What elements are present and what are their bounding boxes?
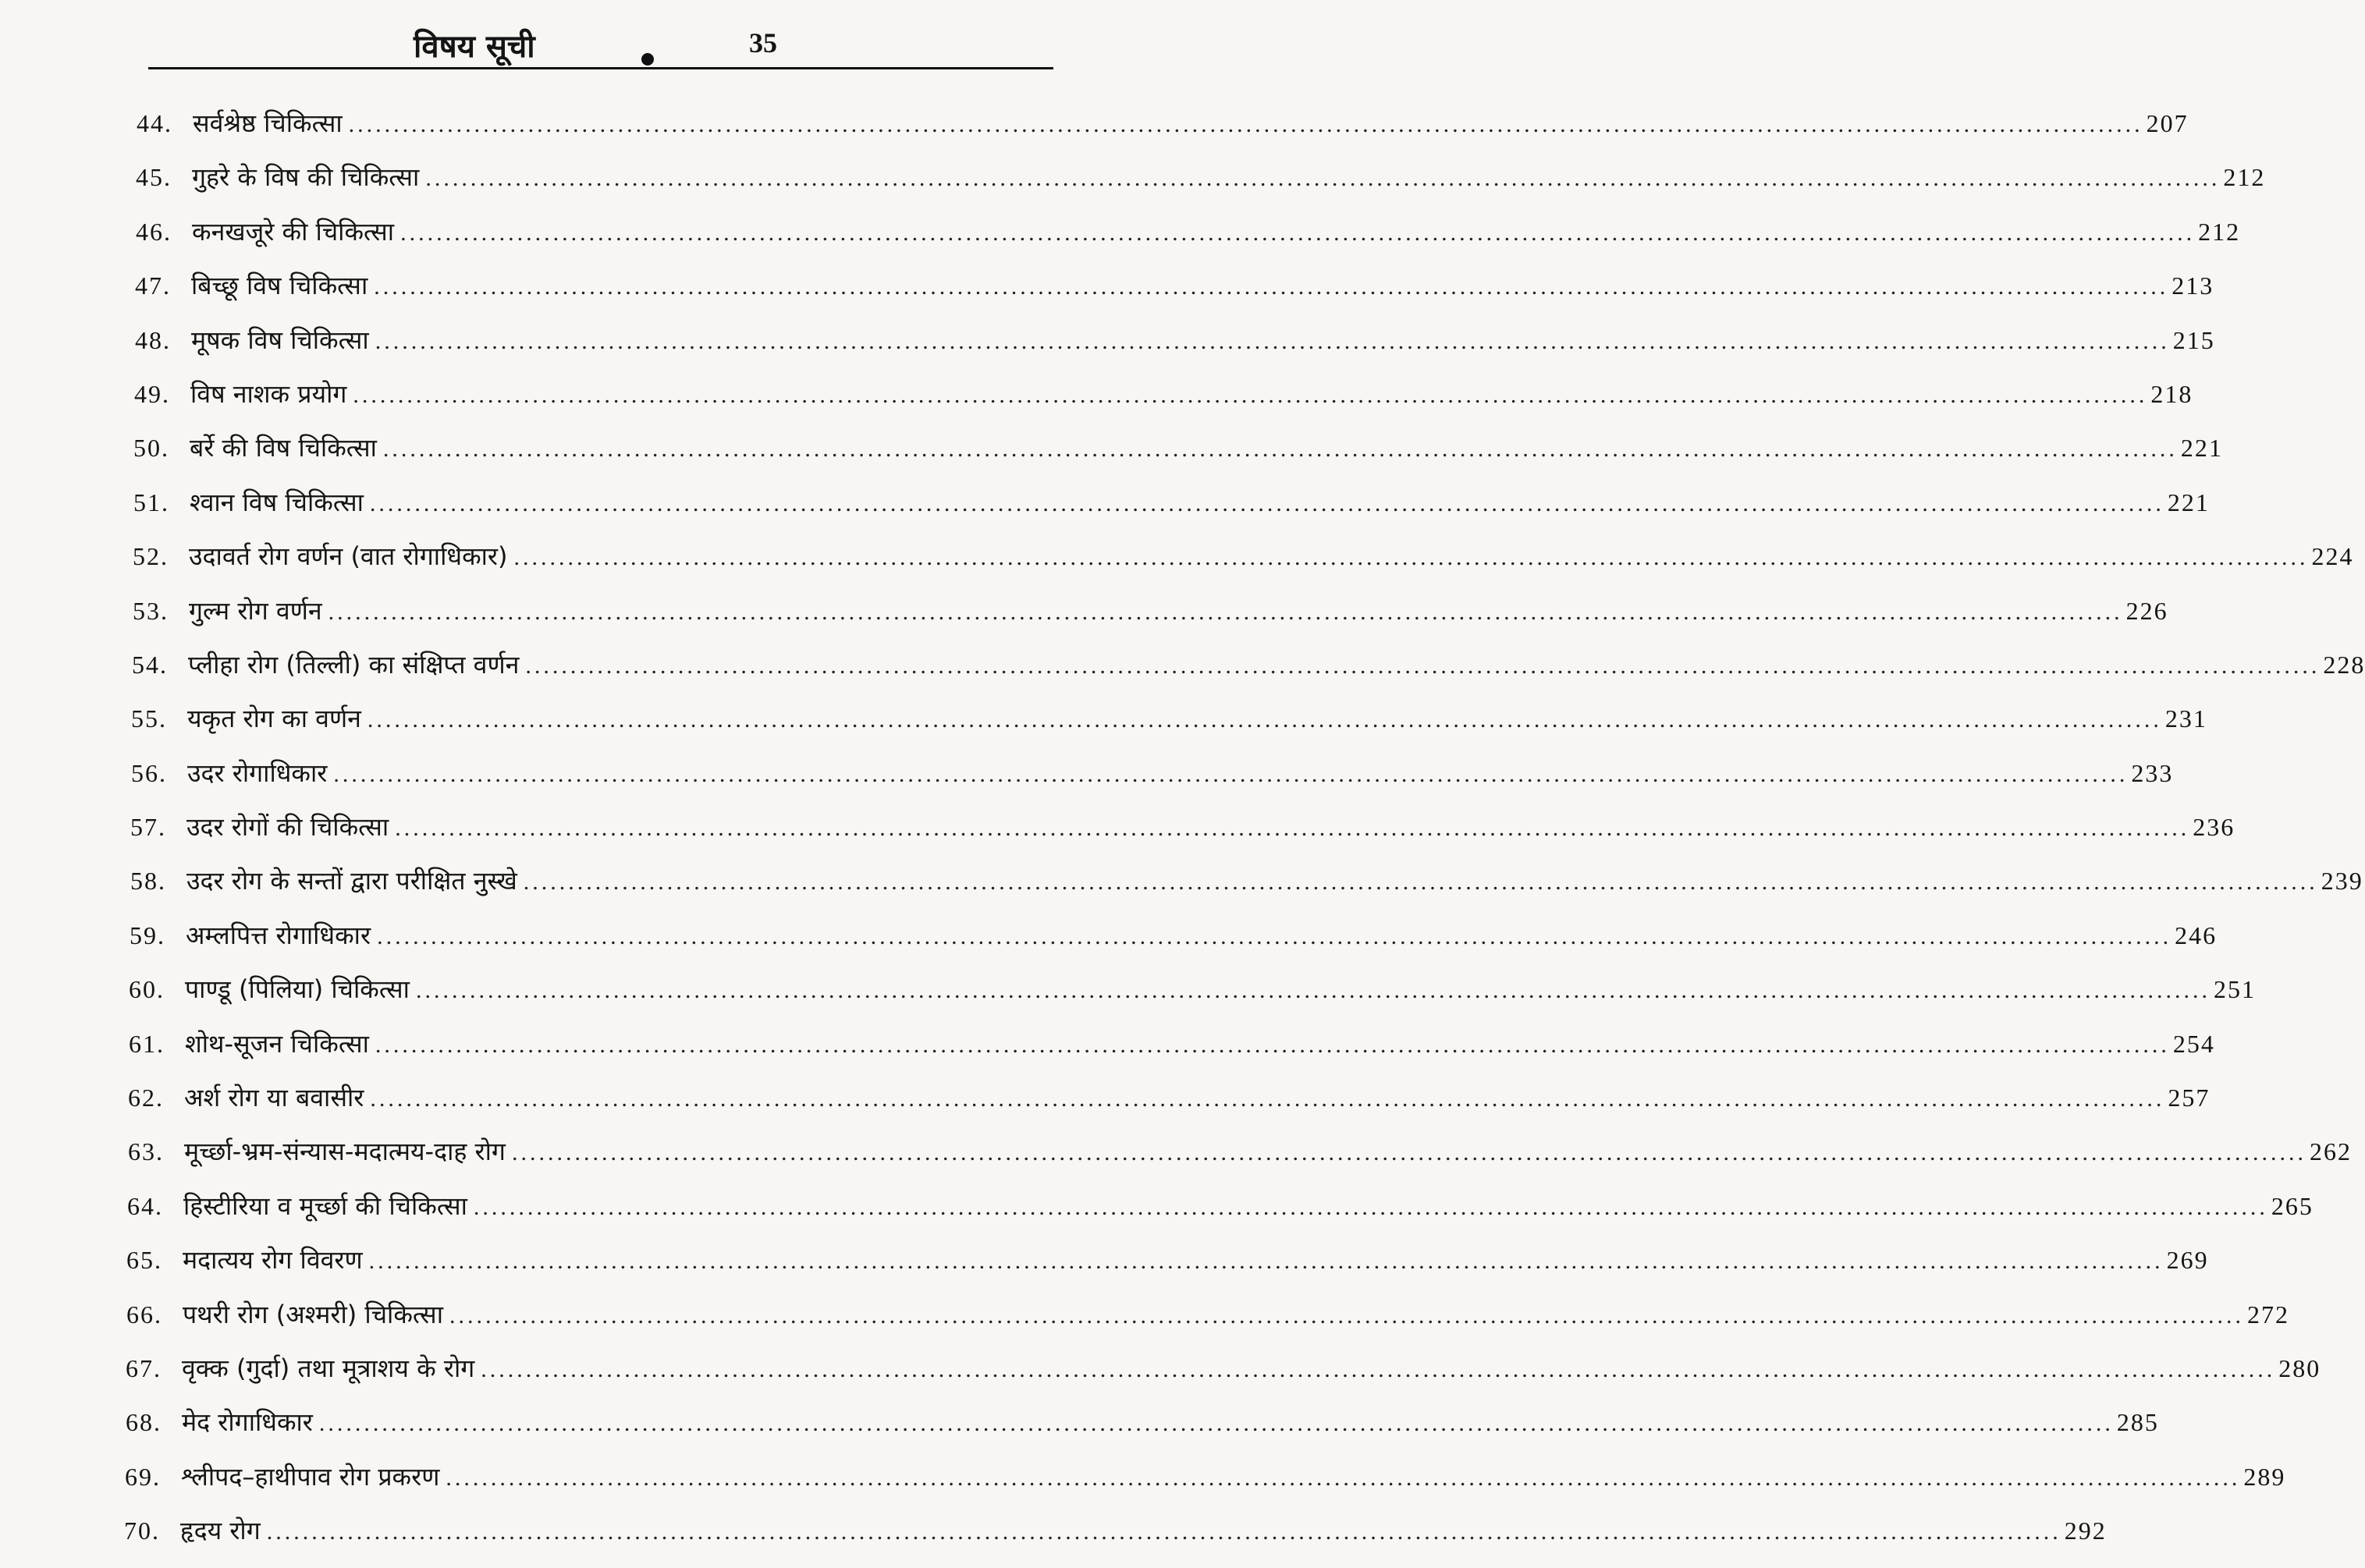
toc-entry[interactable] — [0, 1351, 2321, 1405]
toc-entry[interactable] — [0, 594, 2168, 647]
entry-page: 239 — [2321, 867, 2363, 896]
toc-entry[interactable] — [0, 647, 2365, 701]
toc-entry[interactable] — [0, 377, 2193, 431]
entry-number: 58. — [130, 867, 166, 896]
entry-title: गुहरे के विष की चिकित्सा — [192, 162, 420, 193]
entry-title: वृक्क (गुर्दा) तथा मूत्राशय के रोग — [182, 1353, 475, 1383]
entry-number: 60. — [129, 975, 165, 1004]
entry-number: 66. — [126, 1300, 162, 1329]
entry-page: 212 — [2198, 217, 2241, 246]
entry-title: मदात्यय रोग विवरण — [183, 1245, 363, 1275]
entry-page: 224 — [2311, 542, 2354, 571]
dot-leader: ........................................................................................................................................................................................................ — [370, 1086, 2165, 1112]
entry-title: उदावर्त रोग वर्णन (वात रोगाधिकार) — [189, 541, 508, 572]
entry-title: प्लीहा रोग (तिल्ली) का संक्षिप्त वर्णन — [188, 649, 520, 679]
dot-leader: ........................................................................................................................................................................................................ — [328, 598, 2123, 625]
entry-title: मूर्च्छा-भ्रम-संन्यास-मदात्मय-दाह रोग — [184, 1137, 506, 1167]
toc-entry[interactable] — [0, 1080, 2211, 1134]
entry-page: 233 — [2131, 758, 2174, 787]
entry-title: श्वान विष चिकित्सा — [190, 487, 364, 517]
entry-title: मेद रोगाधिकार — [182, 1407, 313, 1438]
entry-page: 272 — [2246, 1300, 2289, 1329]
entry-page: 254 — [2172, 1029, 2215, 1058]
entry-title: पथरी रोग (अश्मरी) चिकित्सा — [183, 1299, 443, 1329]
entry-page: 231 — [2164, 704, 2207, 733]
entry-title: सर्वश्रेष्ठ चिकित्सा — [193, 108, 343, 138]
toc-entry[interactable] — [0, 1405, 2159, 1459]
entry-number: 57. — [130, 813, 166, 842]
entry-page: 221 — [2180, 434, 2223, 463]
entry-number: 63. — [128, 1137, 164, 1166]
entry-page: 213 — [2171, 271, 2214, 300]
entry-title: हिस्टीरिया व मूर्च्छा की चिकित्सा — [183, 1190, 467, 1221]
entry-title: अम्लपित्त रोगाधिकार — [186, 920, 371, 950]
entry-page: 221 — [2167, 488, 2210, 516]
toc-entry[interactable] — [0, 539, 2354, 593]
entry-page: 285 — [2116, 1408, 2159, 1437]
dot-leader: ........................................................................................................................................................................................................ — [425, 165, 2221, 192]
toc-entry[interactable] — [0, 1297, 2289, 1351]
entry-page: 251 — [2213, 975, 2256, 1004]
entry-page: 215 — [2172, 325, 2215, 354]
entry-title: पाण्डू (पिलिया) चिकित्सा — [185, 974, 410, 1005]
bullet-dot-icon — [641, 53, 654, 66]
entry-number: 68. — [126, 1408, 162, 1437]
entry-number: 48. — [135, 325, 171, 354]
entry-number: 56. — [131, 758, 167, 787]
toc-entry[interactable] — [0, 1134, 2352, 1188]
entry-number: 62. — [128, 1084, 164, 1112]
toc-entry[interactable] — [0, 972, 2256, 1026]
dot-leader: ........................................................................................................................................................................................................ — [523, 869, 2318, 896]
dot-leader: ........................................................................................................................................................................................................ — [525, 652, 2321, 679]
dot-leader: ........................................................................................................................................................................................................ — [400, 219, 2196, 246]
entry-number: 49. — [134, 379, 170, 408]
toc-entry[interactable] — [0, 323, 2215, 377]
entry-page: 246 — [2175, 921, 2218, 949]
dot-leader: ........................................................................................................................................................................................................ — [333, 761, 2129, 787]
dot-leader: ........................................................................................................................................................................................................ — [449, 1302, 2244, 1329]
toc-entry[interactable] — [0, 1189, 2314, 1243]
entry-number: 64. — [127, 1191, 163, 1220]
dot-leader: ........................................................................................................................................................................................................ — [382, 436, 2178, 463]
toc-entry[interactable] — [0, 215, 2241, 268]
dot-leader: ........................................................................................................................................................................................................ — [348, 112, 2143, 137]
toc-entry[interactable] — [0, 485, 2210, 539]
entry-page: 262 — [2309, 1137, 2352, 1166]
entry-number: 54. — [132, 650, 168, 679]
dot-leader: ........................................................................................................................................................................................................ — [375, 1031, 2170, 1058]
dot-leader: ........................................................................................................................................................................................................ — [513, 545, 2309, 571]
entry-number: 45. — [136, 163, 172, 192]
entry-number: 65. — [126, 1246, 162, 1275]
entry-title: कनखजूरे की चिकित्सा — [192, 216, 395, 247]
entry-title: गुल्म रोग वर्णन — [189, 595, 322, 626]
dot-leader: ........................................................................................................................................................................................................ — [377, 923, 2172, 949]
entry-title: मूषक विष चिकित्सा — [191, 325, 369, 355]
dot-leader: ........................................................................................................................................................................................................ — [367, 707, 2162, 733]
entry-number: 70. — [124, 1517, 160, 1545]
toc-entry[interactable] — [0, 268, 2214, 322]
entry-page: 257 — [2168, 1084, 2211, 1112]
entry-page: 226 — [2125, 596, 2168, 625]
toc-entry[interactable] — [0, 1243, 2209, 1297]
entry-number: 61. — [129, 1029, 165, 1058]
toc-entry[interactable] — [0, 918, 2218, 972]
table-of-contents — [0, 106, 2365, 1568]
toc-entry[interactable] — [0, 1027, 2215, 1080]
dot-leader: ........................................................................................................................................................................................................ — [395, 815, 2190, 842]
toc-entry[interactable] — [0, 1513, 2107, 1567]
entry-number: 51. — [133, 488, 169, 516]
dot-leader: ........................................................................................................................................................................................................ — [353, 381, 2148, 408]
toc-entry[interactable] — [0, 864, 2363, 917]
entry-title: उदर रोगाधिकार — [187, 757, 328, 788]
dot-leader: ........................................................................................................................................................................................................ — [446, 1464, 2241, 1491]
dot-leader: ........................................................................................................................................................................................................ — [511, 1140, 2306, 1166]
entry-title: बर्रे की विष चिकित्सा — [190, 433, 377, 463]
dot-leader: ........................................................................................................................................................................................................ — [415, 977, 2211, 1004]
entry-title: उदर रोग के सन्तों द्वारा परीक्षित नुस्खे — [186, 866, 517, 896]
entry-page: 236 — [2193, 813, 2235, 842]
entry-number: 53. — [133, 596, 169, 625]
entry-page: 207 — [2146, 109, 2189, 137]
page-header — [148, 17, 1053, 72]
entry-page: 289 — [2243, 1462, 2286, 1491]
dot-leader: ........................................................................................................................................................................................................ — [374, 274, 2169, 300]
page-title: विषय सूची — [414, 29, 535, 65]
entry-number: 59. — [130, 921, 165, 949]
entry-number: 52. — [133, 542, 169, 571]
entry-page: 212 — [2223, 163, 2266, 192]
entry-page: 218 — [2150, 379, 2193, 408]
entry-number: 50. — [133, 434, 169, 463]
entry-number: 44. — [137, 109, 172, 137]
toc-entry[interactable] — [0, 701, 2207, 755]
entry-number: 55. — [131, 704, 167, 733]
entry-title: श्लीपद–हाथीपाव रोग प्रकरण — [181, 1461, 440, 1492]
dot-leader: ........................................................................................................................................................................................................ — [375, 328, 2170, 354]
entry-title: यकृत रोग का वर्णन — [187, 704, 361, 734]
toc-entry[interactable] — [0, 756, 2174, 810]
dot-leader: ........................................................................................................................................................................................................ — [369, 490, 2164, 516]
entry-page: 228 — [2323, 650, 2365, 679]
entry-title: अर्श रोग या बवासीर — [184, 1083, 364, 1113]
toc-entry[interactable] — [0, 810, 2235, 864]
entry-page: 280 — [2278, 1353, 2321, 1382]
entry-number: 46. — [136, 217, 172, 246]
dot-leader: ........................................................................................................................................................................................................ — [481, 1356, 2276, 1382]
dot-leader: ........................................................................................................................................................................................................ — [473, 1194, 2268, 1220]
toc-entry[interactable] — [0, 160, 2266, 214]
entry-title: बिच्छू विष चिकित्सा — [191, 271, 368, 301]
entry-page: 265 — [2271, 1191, 2314, 1220]
entry-number: 47. — [135, 271, 171, 300]
dot-leader: ........................................................................................................................................................................................................ — [266, 1519, 2061, 1545]
dot-leader: ........................................................................................................................................................................................................ — [318, 1410, 2114, 1437]
entry-title: विष नाशक प्रयोग — [190, 378, 347, 409]
entry-page: 269 — [2166, 1246, 2209, 1275]
toc-entry[interactable] — [0, 106, 2189, 160]
header-rule — [148, 67, 1053, 69]
entry-number: 69. — [125, 1462, 161, 1491]
toc-entry[interactable] — [0, 1460, 2286, 1513]
entry-title: उदर रोगों की चिकित्सा — [186, 812, 389, 843]
entry-number: 67. — [126, 1353, 162, 1382]
page-number: 35 — [749, 27, 777, 59]
toc-entry[interactable] — [0, 431, 2223, 484]
entry-title: शोथ-सूजन चिकित्सा — [185, 1028, 369, 1059]
entry-title: हृदय रोग — [180, 1516, 261, 1546]
dot-leader: ........................................................................................................................................................................................................ — [368, 1248, 2164, 1275]
entry-page: 292 — [2064, 1517, 2107, 1545]
